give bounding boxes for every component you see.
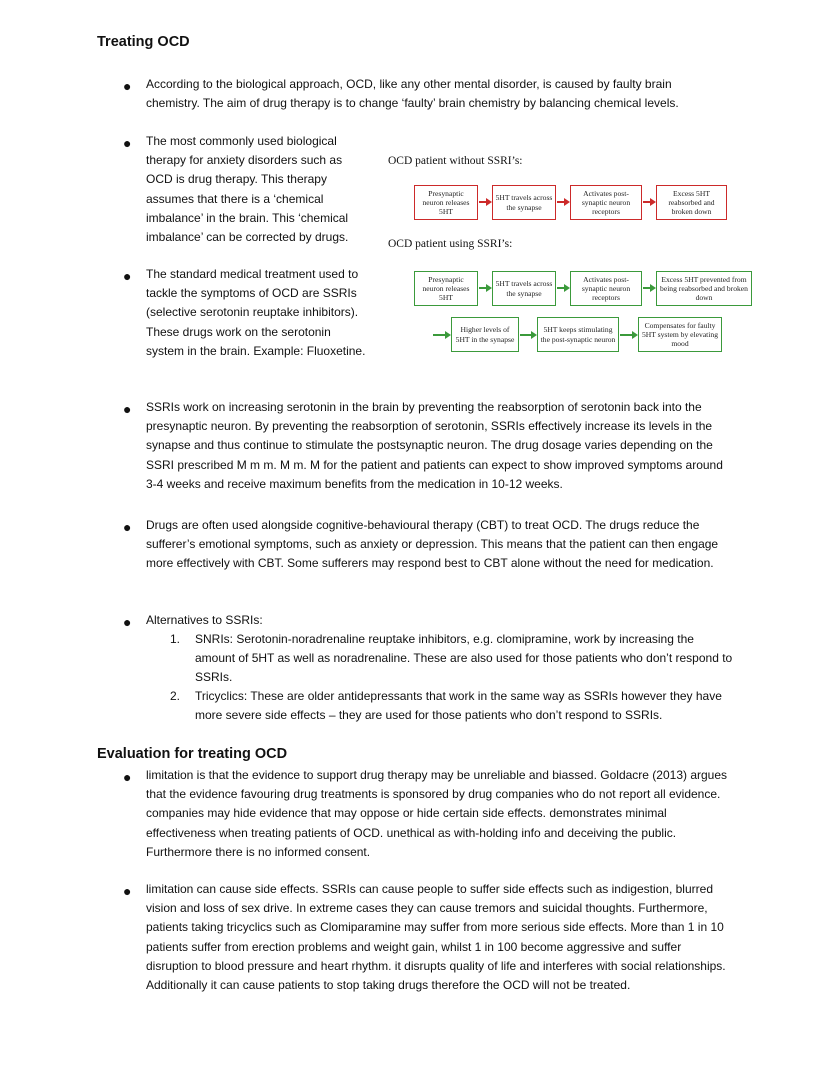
paragraph-evaluation-evidence: limitation is that the evidence to support drug therapy may be unreliable and biassed. Goldacre (2013) argues that the evidence favouring drug treatments is sponsored by drug companies who do not report all evidence. companies may hide evidence that may oppose or hide certain side effects. demonstrates minimal effectiveness when treating patients of OCD. unethical as with-holding info and deceiving the public. Furthermore there is no informed consent. <box>146 768 728 859</box>
bullet-icon: ● <box>123 769 132 785</box>
diagram-box: Excess 5HT prevented from being reabsorbed and broken down <box>656 271 752 306</box>
list-number: 1. <box>170 632 181 646</box>
arrow-icon <box>643 287 650 289</box>
paragraph-biological-approach: According to the biological approach, OCD, like any other mental disorder, is caused by faulty brain chemistry. The aim of drug therapy is to change ‘faulty’ brain chemistry by balancing chemical levels. <box>146 77 679 111</box>
paragraph-cbt: Drugs are often used alongside cognitive-behavioural therapy (CBT) to treat OCD. The drugs reduce the sufferer’s emotional symptoms, such as anxiety or depression. This means that the patient can then engage more effectively with CBT. Some sufferers may respond best to CBT alone without the need for medication. <box>146 518 719 571</box>
diagram-box: Excess 5HT reabsorbed and broken down <box>656 185 727 220</box>
paragraph-evaluation-side-effects: limitation can cause side effects. SSRIs can cause people to suffer side effects such as indigestion, blurred vision and loss of sex drive. In extreme cases they can cause tremors and suicidal thoughts. Furthermore, patients taking tricyclics such as Clomiparamine may suffer from more serious side effects. More than 1 in 10 patients suffer from erection problems and weight gain, whilst 1 in 100 become aggressive and suffer disruption to blood pressure and heart rhythm. it disrupts quality of life and interferes with social relationships. Additionally it can cause patients to stop taking drugs therefore the OCD will not be treated. <box>146 882 726 993</box>
list-item-snris: SNRIs: Serotonin-noradrenaline reuptake inhibitors, e.g. clomipramine, work by increasing the amount of 5HT as well as noradrenaline. These are also used for those patients who don’t respond to SSRIs. <box>195 632 733 685</box>
diagram-box: Presynaptic neuron releases 5HT <box>414 185 478 220</box>
diagram-box: Presynaptic neuron releases 5HT <box>414 271 478 306</box>
bullet-icon: ● <box>123 883 132 899</box>
heading-evaluation: Evaluation for treating OCD <box>97 746 288 762</box>
list-number: 2. <box>170 689 181 703</box>
diagram-label-without-ssri: OCD patient without SSRI’s: <box>388 155 523 167</box>
arrow-icon <box>643 201 650 203</box>
bullet-icon: ● <box>123 78 132 94</box>
diagram-box: 5HT travels across the synapse <box>492 185 556 220</box>
diagram-box: Compensates for faulty 5HT system by elevating mood <box>638 317 722 352</box>
paragraph-ssri-treatment: The standard medical treatment used to tackle the symptoms of OCD are SSRIs (selective serotonin reuptake inhibitors). These drugs work on the serotonin system in the brain. Example: Fluoxetine. <box>146 267 366 358</box>
arrow-icon <box>433 334 445 336</box>
paragraph-alternatives-title: Alternatives to SSRIs: <box>146 613 263 627</box>
arrow-icon <box>479 287 486 289</box>
diagram-label-using-ssri: OCD patient using SSRI’s: <box>388 238 513 250</box>
arrow-icon <box>520 334 531 336</box>
heading-treating-ocd: Treating OCD <box>97 34 190 50</box>
diagram-box: Higher levels of 5HT in the synapse <box>451 317 519 352</box>
diagram-box: 5HT keeps stimulating the post-synaptic neuron <box>537 317 619 352</box>
diagram-box: 5HT travels across the synapse <box>492 271 556 306</box>
paragraph-ssri-mechanism: SSRIs work on increasing serotonin in the brain by preventing the reabsorption of serotonin back into the presynaptic neuron. By preventing the reabsorption of serotonin, SSRIs effectively increase its levels in the synapse and thus continue to stimulate the postsynaptic neuron. The drug dosage varies depending on the SSRI prescribed M m m. M m. M for the patient and patients can expect to show improved symptoms around 3-4 weeks and receive maximum benefits from the medication in 10-12 weeks. <box>146 400 723 491</box>
paragraph-drug-therapy: The most commonly used biological therapy for anxiety disorders such as OCD is drug therapy. This therapy assumes that there is a ‘chemical imbalance’ in the brain. This ‘chemical imbalance’ can be corrected by drugs. <box>146 134 349 245</box>
bullet-icon: ● <box>123 268 132 284</box>
arrow-icon <box>620 334 632 336</box>
list-item-tricyclics: Tricyclics: These are older antidepressants that work in the same way as SSRIs however they have more severe side effects – they are used for those patients who don’t respond to SSRIs. <box>195 689 722 723</box>
bullet-icon: ● <box>123 401 132 417</box>
bullet-icon: ● <box>123 135 132 151</box>
arrow-icon <box>557 287 564 289</box>
arrow-icon <box>557 201 564 203</box>
bullet-icon: ● <box>123 519 132 535</box>
diagram-box: Activates post-synaptic neuron receptors <box>570 185 642 220</box>
arrow-icon <box>479 201 486 203</box>
diagram-box: Activates post-synaptic neuron receptors <box>570 271 642 306</box>
bullet-icon: ● <box>123 614 132 630</box>
